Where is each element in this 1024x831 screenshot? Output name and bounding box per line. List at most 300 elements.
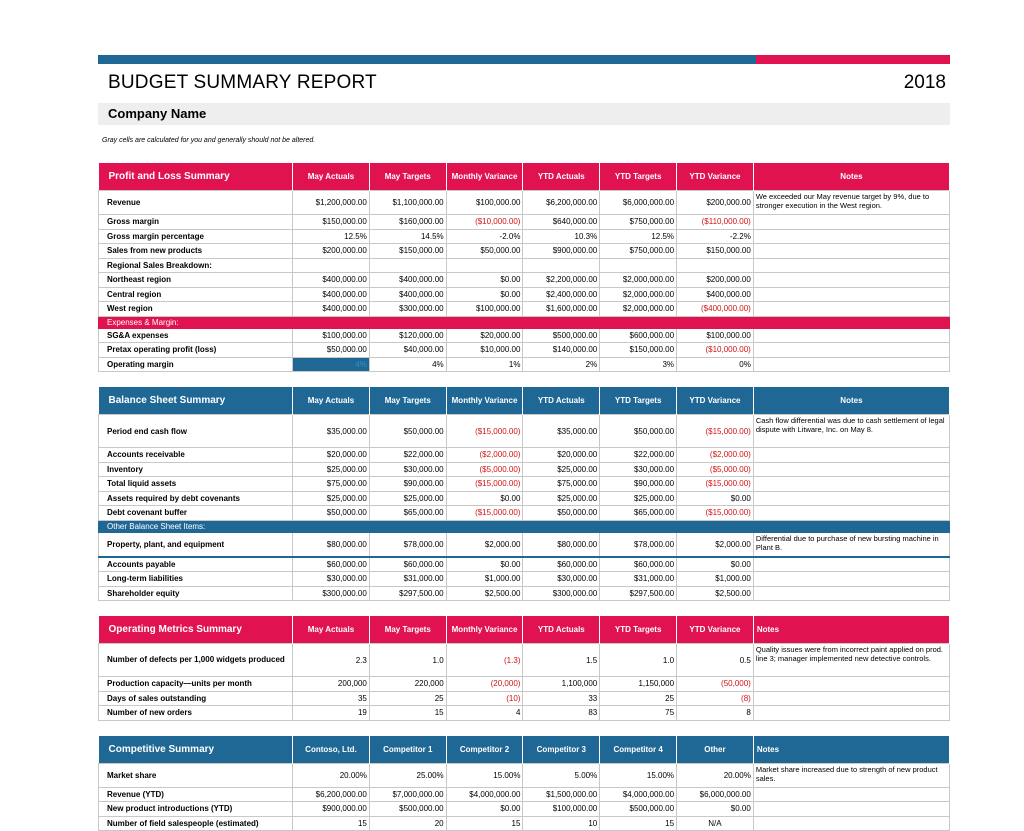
row-label: Number of field salespeople (estimated) [99,816,293,831]
value-cell[interactable]: $100,000.00 [293,328,370,343]
value-cell[interactable]: $1,000.00 [677,572,754,587]
column-header: Monthly Variance [446,387,523,415]
value-cell[interactable] [369,258,446,273]
report-sections [98,163,950,831]
row-label: Total liquid assets [99,477,293,492]
value-cell[interactable]: 2% [523,357,600,372]
notes-cell[interactable] [753,802,949,817]
value-cell[interactable]: $50,000.00 [446,244,523,259]
company-name-field[interactable]: Company Name [98,103,950,125]
value-cell[interactable]: $60,000.00 [523,557,600,572]
value-cell[interactable]: $31,000.00 [600,572,677,587]
table-row [99,787,950,802]
bs-table [98,387,950,601]
value-cell[interactable]: 0.5 [677,644,754,677]
value-cell[interactable]: $200,000.00 [677,273,754,288]
value-cell[interactable]: $900,000.00 [293,802,370,817]
notes-cell[interactable] [753,691,949,706]
value-cell[interactable]: $900,000.00 [523,244,600,259]
value-cell[interactable]: 25 [600,691,677,706]
value-cell[interactable]: 20 [369,816,446,831]
value-cell[interactable]: 20.00% [677,763,754,787]
row-label: Production capacity—units per month [99,677,293,692]
value-cell[interactable]: $30,000.00 [293,572,370,587]
notes-cell[interactable] [753,244,949,259]
table-row [99,343,950,358]
value-cell[interactable]: ($15,000.00) [446,415,523,448]
row-label: Central region [99,287,293,302]
top-bar-red [756,55,950,64]
row-label: Days of sales outstanding [99,691,293,706]
row-label: Shareholder equity [99,586,293,601]
notes-cell[interactable] [753,258,949,273]
value-cell[interactable]: ($110,000.00) [677,215,754,230]
table-row [99,215,950,230]
value-cell[interactable]: $150,000.00 [369,244,446,259]
row-label: Accounts receivable [99,448,293,463]
value-cell[interactable]: $0.00 [677,802,754,817]
value-cell[interactable]: 1.5 [523,644,600,677]
value-cell[interactable]: 15 [446,816,523,831]
value-cell[interactable]: 25 [369,691,446,706]
notes-cell[interactable] [753,343,949,358]
value-cell[interactable]: (1.3) [446,644,523,677]
value-cell[interactable]: $2,200,000.00 [523,273,600,288]
value-cell[interactable]: $20,000.00 [293,448,370,463]
value-cell[interactable]: 10 [523,816,600,831]
value-cell[interactable]: $300,000.00 [369,302,446,317]
value-cell[interactable]: $100,000.00 [523,802,600,817]
row-label: Inventory [99,462,293,477]
value-cell[interactable]: $2,000,000.00 [600,287,677,302]
value-cell[interactable]: ($10,000.00) [446,215,523,230]
table-row [99,816,950,831]
value-cell[interactable]: $200,000.00 [677,191,754,215]
value-cell[interactable]: ($5,000.00) [446,462,523,477]
notes-cell[interactable] [753,302,949,317]
value-cell[interactable]: 4% [293,357,370,372]
value-cell[interactable]: $1,200,000.00 [293,191,370,215]
value-cell[interactable]: $400,000.00 [677,287,754,302]
value-cell[interactable]: $30,000.00 [369,462,446,477]
row-label: Sales from new products [99,244,293,259]
row-label: Revenue (YTD) [99,787,293,802]
row-label: West region [99,302,293,317]
value-cell[interactable]: 14.5% [369,229,446,244]
value-cell[interactable]: $500,000.00 [600,802,677,817]
value-cell[interactable] [677,258,754,273]
column-header: Notes [753,387,949,415]
value-cell[interactable]: $25,000.00 [523,462,600,477]
om-section-title: Operating Metrics Summary [99,616,293,644]
notes-cell[interactable]: Cash flow differential was due to cash settlement of legal dispute with Litware, Inc. on May 8. [753,415,949,448]
value-cell[interactable]: $0.00 [446,557,523,572]
value-cell[interactable]: 19 [293,706,370,721]
row-label: SG&A expenses [99,328,293,343]
value-cell[interactable]: $78,000.00 [600,532,677,557]
value-cell[interactable]: $80,000.00 [293,532,370,557]
value-cell[interactable]: $50,000.00 [293,506,370,521]
column-header: YTD Actuals [523,387,600,415]
value-cell[interactable]: $78,000.00 [369,532,446,557]
value-cell[interactable]: $65,000.00 [369,506,446,521]
value-cell[interactable]: 1,100,000 [523,677,600,692]
value-cell[interactable] [523,258,600,273]
value-cell[interactable]: 220,000 [369,677,446,692]
value-cell[interactable]: $150,000.00 [677,244,754,259]
column-header: Notes [753,163,949,191]
column-header: May Actuals [293,163,370,191]
value-cell[interactable]: $100,000.00 [446,302,523,317]
notes-cell[interactable]: Market share increased due to strength of new product sales. [753,763,949,787]
value-cell[interactable]: $150,000.00 [293,215,370,230]
value-cell[interactable] [600,258,677,273]
value-cell[interactable]: $500,000.00 [369,802,446,817]
value-cell[interactable]: $60,000.00 [600,557,677,572]
value-cell[interactable]: $0.00 [446,802,523,817]
value-cell[interactable]: 4% [369,357,446,372]
value-cell[interactable]: $200,000.00 [293,244,370,259]
value-cell[interactable]: $1,500,000.00 [523,787,600,802]
value-cell[interactable]: $2,500.00 [677,586,754,601]
value-cell[interactable]: $400,000.00 [293,287,370,302]
value-cell[interactable]: $90,000.00 [369,477,446,492]
value-cell[interactable]: 35 [293,691,370,706]
value-cell[interactable] [293,258,370,273]
table-row [99,191,950,215]
value-cell[interactable]: $60,000.00 [369,557,446,572]
value-cell[interactable]: $30,000.00 [600,462,677,477]
value-cell[interactable]: 8 [677,706,754,721]
table-row [99,706,950,721]
column-header: May Actuals [293,387,370,415]
value-cell[interactable]: $750,000.00 [600,215,677,230]
value-cell[interactable]: 1,150,000 [600,677,677,692]
value-cell[interactable]: $0.00 [446,273,523,288]
value-cell[interactable]: 15.00% [600,763,677,787]
row-label: Assets required by debt covenants [99,491,293,506]
top-bar-blue [98,55,756,64]
value-cell[interactable]: $25,000.00 [369,491,446,506]
value-cell[interactable]: 15.00% [446,763,523,787]
row-label: Accounts payable [99,557,293,572]
notes-cell[interactable] [753,572,949,587]
column-header: YTD Actuals [523,616,600,644]
value-cell[interactable]: $10,000.00 [446,343,523,358]
row-label: Long-term liabilities [99,572,293,587]
value-cell[interactable]: $6,200,000.00 [523,191,600,215]
value-cell[interactable]: -2.0% [446,229,523,244]
subsection-label: Other Balance Sheet Items: [99,520,950,532]
notes-cell[interactable] [753,287,949,302]
value-cell[interactable]: 20.00% [293,763,370,787]
row-label: Period end cash flow [99,415,293,448]
value-cell[interactable]: $160,000.00 [369,215,446,230]
table-row [99,229,950,244]
table-row [99,677,950,692]
notes-cell[interactable] [753,215,949,230]
notes-cell[interactable]: We exceeded our May revenue target by 9%, due to stronger execution in the West region. [753,191,949,215]
report-page [98,55,950,831]
value-cell[interactable]: ($15,000.00) [446,506,523,521]
value-cell[interactable]: 25.00% [369,763,446,787]
top-color-bar [98,55,950,64]
table-row [99,557,950,572]
value-cell[interactable]: $4,000,000.00 [446,787,523,802]
value-cell[interactable]: $1,000.00 [446,572,523,587]
value-cell[interactable]: 12.5% [293,229,370,244]
value-cell[interactable]: 33 [523,691,600,706]
value-cell[interactable]: $20,000.00 [523,448,600,463]
value-cell[interactable]: $0.00 [446,491,523,506]
value-cell[interactable]: ($15,000.00) [677,415,754,448]
row-label: Operating margin [99,357,293,372]
value-cell[interactable]: $6,000,000.00 [600,191,677,215]
value-cell[interactable]: $31,000.00 [369,572,446,587]
column-header: YTD Targets [600,163,677,191]
table-row [99,244,950,259]
value-cell[interactable]: (50,000) [677,677,754,692]
value-cell[interactable]: $20,000.00 [446,328,523,343]
value-cell[interactable]: $300,000.00 [523,586,600,601]
subsection-label: Expenses & Margin: [99,316,950,328]
value-cell[interactable]: $750,000.00 [600,244,677,259]
value-cell[interactable]: $600,000.00 [600,328,677,343]
value-cell[interactable]: $60,000.00 [293,557,370,572]
notes-cell[interactable] [753,706,949,721]
value-cell[interactable]: 12.5% [600,229,677,244]
notes-cell[interactable] [753,477,949,492]
value-cell[interactable]: $2,000.00 [677,532,754,557]
value-cell[interactable]: $100,000.00 [677,328,754,343]
value-cell[interactable]: $22,000.00 [600,448,677,463]
value-cell[interactable]: $50,000.00 [523,506,600,521]
value-cell[interactable]: $6,000,000.00 [677,787,754,802]
value-cell[interactable]: $2,000,000.00 [600,273,677,288]
value-cell[interactable]: 1.0 [369,644,446,677]
value-cell[interactable] [446,258,523,273]
value-cell[interactable]: 0% [677,357,754,372]
value-cell[interactable]: $65,000.00 [600,506,677,521]
table-row [99,802,950,817]
value-cell[interactable]: 15 [369,706,446,721]
column-header: YTD Targets [600,387,677,415]
row-label: Debt covenant buffer [99,506,293,521]
value-cell[interactable]: $297,500.00 [600,586,677,601]
value-cell[interactable]: 2.3 [293,644,370,677]
value-cell[interactable]: 15 [293,816,370,831]
om-table [98,616,950,721]
value-cell[interactable]: $0.00 [677,557,754,572]
value-cell[interactable]: ($10,000.00) [677,343,754,358]
value-cell[interactable]: $75,000.00 [523,477,600,492]
value-cell[interactable]: $1,600,000.00 [523,302,600,317]
row-label: Number of new orders [99,706,293,721]
value-cell[interactable]: ($2,000.00) [677,448,754,463]
value-cell[interactable]: $4,000,000.00 [600,787,677,802]
column-header: YTD Variance [677,387,754,415]
table-row [99,273,950,288]
value-cell[interactable]: $25,000.00 [523,491,600,506]
value-cell[interactable]: $400,000.00 [369,273,446,288]
row-label: Revenue [99,191,293,215]
value-cell[interactable]: $75,000.00 [293,477,370,492]
value-cell[interactable]: $50,000.00 [600,415,677,448]
column-header: May Targets [369,387,446,415]
column-header: Competitor 1 [369,736,446,764]
value-cell[interactable]: ($400,000.00) [677,302,754,317]
value-cell[interactable]: $400,000.00 [293,273,370,288]
pl-table [98,163,950,372]
notes-cell[interactable] [753,273,949,288]
value-cell[interactable]: $7,000,000.00 [369,787,446,802]
pl-section-title: Profit and Loss Summary [99,163,293,191]
table-row [99,448,950,463]
value-cell[interactable]: $25,000.00 [600,491,677,506]
report-year: 2018 [904,72,946,94]
table-row [99,415,950,448]
value-cell[interactable]: 3% [600,357,677,372]
notes-cell[interactable] [753,229,949,244]
column-header: May Targets [369,616,446,644]
value-cell[interactable]: 1% [446,357,523,372]
value-cell[interactable]: $50,000.00 [293,343,370,358]
column-header: YTD Actuals [523,163,600,191]
notes-cell[interactable] [753,506,949,521]
column-header: Other [677,736,754,764]
value-cell[interactable]: 5.00% [523,763,600,787]
row-label: Pretax operating profit (loss) [99,343,293,358]
title-row [98,64,950,102]
notes-cell[interactable] [753,448,949,463]
value-cell[interactable]: $0.00 [446,287,523,302]
row-label: Northeast region [99,273,293,288]
notes-cell[interactable] [753,787,949,802]
table-row [99,287,950,302]
value-cell[interactable]: $35,000.00 [293,415,370,448]
value-cell[interactable]: $22,000.00 [369,448,446,463]
notes-cell[interactable] [753,491,949,506]
value-cell[interactable]: -2.2% [677,229,754,244]
value-cell[interactable]: $50,000.00 [369,415,446,448]
value-cell[interactable]: $25,000.00 [293,462,370,477]
value-cell[interactable]: ($15,000.00) [677,477,754,492]
notes-cell[interactable] [753,816,949,831]
notes-cell[interactable] [753,677,949,692]
value-cell[interactable]: $297,500.00 [369,586,446,601]
value-cell[interactable]: $2,500.00 [446,586,523,601]
table-row [99,357,950,372]
table-row [99,302,950,317]
value-cell[interactable]: $100,000.00 [446,191,523,215]
value-cell[interactable]: $140,000.00 [523,343,600,358]
cs-table [98,736,950,831]
row-label: Property, plant, and equipment [99,532,293,557]
value-cell[interactable]: $2,000.00 [446,532,523,557]
column-header: May Targets [369,163,446,191]
column-header: May Actuals [293,616,370,644]
notes-cell[interactable] [753,357,949,372]
value-cell[interactable]: 200,000 [293,677,370,692]
value-cell[interactable]: 4 [446,706,523,721]
notes-cell[interactable]: Differential due to purchase of new bursting machine in Plant B. [753,532,949,557]
value-cell[interactable]: ($5,000.00) [677,462,754,477]
table-row [99,532,950,557]
value-cell[interactable]: ($15,000.00) [446,477,523,492]
table-row [99,491,950,506]
value-cell[interactable]: $25,000.00 [293,491,370,506]
column-header: Competitor 2 [446,736,523,764]
value-cell[interactable]: $2,400,000.00 [523,287,600,302]
value-cell[interactable]: N/A [677,816,754,831]
value-cell[interactable]: 75 [600,706,677,721]
notes-cell[interactable] [753,462,949,477]
value-cell[interactable]: $400,000.00 [293,302,370,317]
table-row [99,477,950,492]
row-label: Market share [99,763,293,787]
notes-cell[interactable] [753,557,949,572]
value-cell[interactable]: $500,000.00 [523,328,600,343]
value-cell[interactable]: $90,000.00 [600,477,677,492]
value-cell[interactable]: $640,000.00 [523,215,600,230]
gray-cells-note: Gray cells are calculated for you and generally should not be altered. [102,137,950,146]
value-cell[interactable]: $0.00 [677,491,754,506]
notes-cell[interactable] [753,328,949,343]
value-cell[interactable]: 15 [600,816,677,831]
value-cell[interactable]: $35,000.00 [523,415,600,448]
column-header: YTD Variance [677,616,754,644]
value-cell[interactable]: (10) [446,691,523,706]
bs-section-title: Balance Sheet Summary [99,387,293,415]
row-label: Regional Sales Breakdown: [99,258,293,273]
notes-cell[interactable] [753,586,949,601]
value-cell[interactable]: $120,000.00 [369,328,446,343]
value-cell[interactable]: (8) [677,691,754,706]
value-cell[interactable]: $40,000.00 [369,343,446,358]
table-row [99,644,950,677]
value-cell[interactable]: $400,000.00 [369,287,446,302]
value-cell[interactable]: $6,200,000.00 [293,787,370,802]
table-row [99,586,950,601]
column-header: Notes [753,736,949,764]
value-cell[interactable]: $2,000,000.00 [600,302,677,317]
table-row [99,763,950,787]
table-row [99,462,950,477]
notes-cell[interactable]: Quality issues were from incorrect paint applied on prod. line 3; manager implemented new detective controls. [753,644,949,677]
row-label: Gross margin percentage [99,229,293,244]
value-cell[interactable]: 1.0 [600,644,677,677]
column-header: Competitor 4 [600,736,677,764]
column-header: YTD Targets [600,616,677,644]
value-cell[interactable]: $300,000.00 [293,586,370,601]
value-cell[interactable]: $1,100,000.00 [369,191,446,215]
value-cell[interactable]: ($15,000.00) [677,506,754,521]
table-row [99,691,950,706]
cs-section-title: Competitive Summary [99,736,293,764]
value-cell[interactable]: 10.3% [523,229,600,244]
value-cell[interactable]: ($2,000.00) [446,448,523,463]
report-title: BUDGET SUMMARY REPORT [108,72,377,94]
value-cell[interactable]: $150,000.00 [600,343,677,358]
value-cell[interactable]: $80,000.00 [523,532,600,557]
table-row [99,328,950,343]
column-header: Notes [753,616,949,644]
value-cell[interactable]: 83 [523,706,600,721]
row-label: Number of defects per 1,000 widgets produced [99,644,293,677]
value-cell[interactable]: $30,000.00 [523,572,600,587]
column-header: Monthly Variance [446,163,523,191]
value-cell[interactable]: (20,000) [446,677,523,692]
